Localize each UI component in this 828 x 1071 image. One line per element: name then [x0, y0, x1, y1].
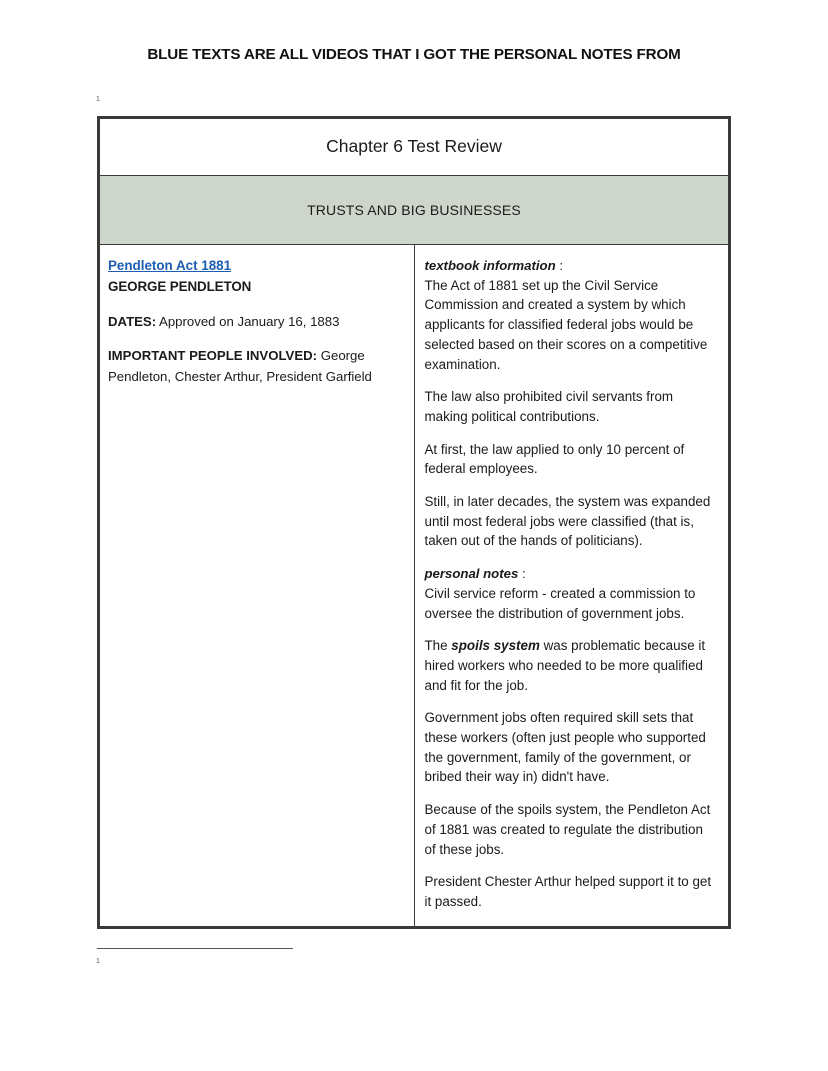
spoils-system-emphasis: spoils system [451, 638, 540, 654]
footnote-number: 1 [96, 958, 100, 965]
dates-block [108, 312, 404, 333]
notes-table [99, 118, 729, 927]
textbook-information-colon: : [555, 258, 563, 273]
important-people-value: George Pendleton, Chester Arthur, President Garfield [108, 348, 372, 384]
dates-label: DATES: [108, 313, 157, 329]
footnote-reference-marker: 1 [96, 96, 100, 103]
notes-table-wrapper [97, 116, 731, 929]
personal-notes-paragraph-1: Civil service reform - created a commission to oversee the distribution of government jobs. [424, 585, 696, 621]
table-row-title [100, 119, 729, 176]
personal-notes-paragraph-3-block [425, 800, 717, 859]
spoils-system-paragraph-block [425, 636, 717, 695]
footnote-separator-rule [97, 948, 293, 949]
textbook-paragraph-4: Still, in later decades, the system was expanded until most federal jobs were classified (that is, taken out of the hands of politicians). [424, 494, 711, 549]
subject-name: GEORGE PENDLETON [108, 278, 252, 294]
important-people-label: IMPORTANT PEOPLE INVOLVED: [108, 348, 318, 364]
personal-notes-paragraph-2-block [425, 708, 717, 787]
important-people-block [108, 346, 404, 387]
subject-identity-block [108, 256, 404, 298]
textbook-paragraph-3: At first, the law applied to only 10 percent of federal employees. [424, 441, 685, 477]
table-row-content [100, 245, 729, 927]
textbook-paragraph-3-block [425, 440, 717, 479]
spoils-paragraph-prefix: The [424, 638, 452, 654]
textbook-information-label: textbook information [424, 258, 556, 273]
textbook-paragraph-4-block [425, 492, 717, 551]
spoils-paragraph-suffix: was problematic because it hired workers who needed to be more qualified and fit for the job. [424, 638, 706, 693]
left-column-cell [100, 245, 415, 927]
personal-notes-paragraph-4-block [425, 872, 717, 911]
personal-notes-intro [425, 564, 717, 623]
personal-notes-label: personal notes [424, 566, 519, 582]
textbook-paragraph-2: The law also prohibited civil servants from making political contributions. [424, 389, 674, 424]
dates-value: Approved on January 16, 1883 [156, 313, 340, 329]
personal-notes-paragraph-3: Because of the spoils system, the Pendleton Act of 1881 was created to regulate the distribution of these jobs. [424, 802, 711, 857]
pendleton-act-link[interactable]: Pendleton Act 1881 [108, 258, 232, 273]
table-title-cell: Chapter 6 Test Review [100, 119, 729, 176]
personal-notes-paragraph-2: Government jobs often required skill sets that these workers (often just people who supported the government, family of the government, or bribed their way in) didn't have. [424, 710, 706, 785]
personal-notes-colon: : [518, 566, 526, 582]
table-section-header-cell: TRUSTS AND BIG BUSINESSES [100, 176, 729, 245]
textbook-paragraph-2-block [425, 387, 717, 426]
table-row-section [100, 176, 729, 245]
personal-notes-paragraph-4: President Chester Arthur helped support it to get it passed. [424, 874, 712, 909]
textbook-information-intro [425, 256, 717, 374]
right-column-cell [414, 245, 729, 927]
textbook-paragraph-1: The Act of 1881 set up the Civil Service Commission and created a system by which applicants for classified federal jobs would be selected based on their scores on a competitive examination. [424, 277, 708, 372]
page-banner-heading: BLUE TEXTS ARE ALL VIDEOS THAT I GOT THE PERSONAL NOTES FROM [147, 46, 681, 63]
